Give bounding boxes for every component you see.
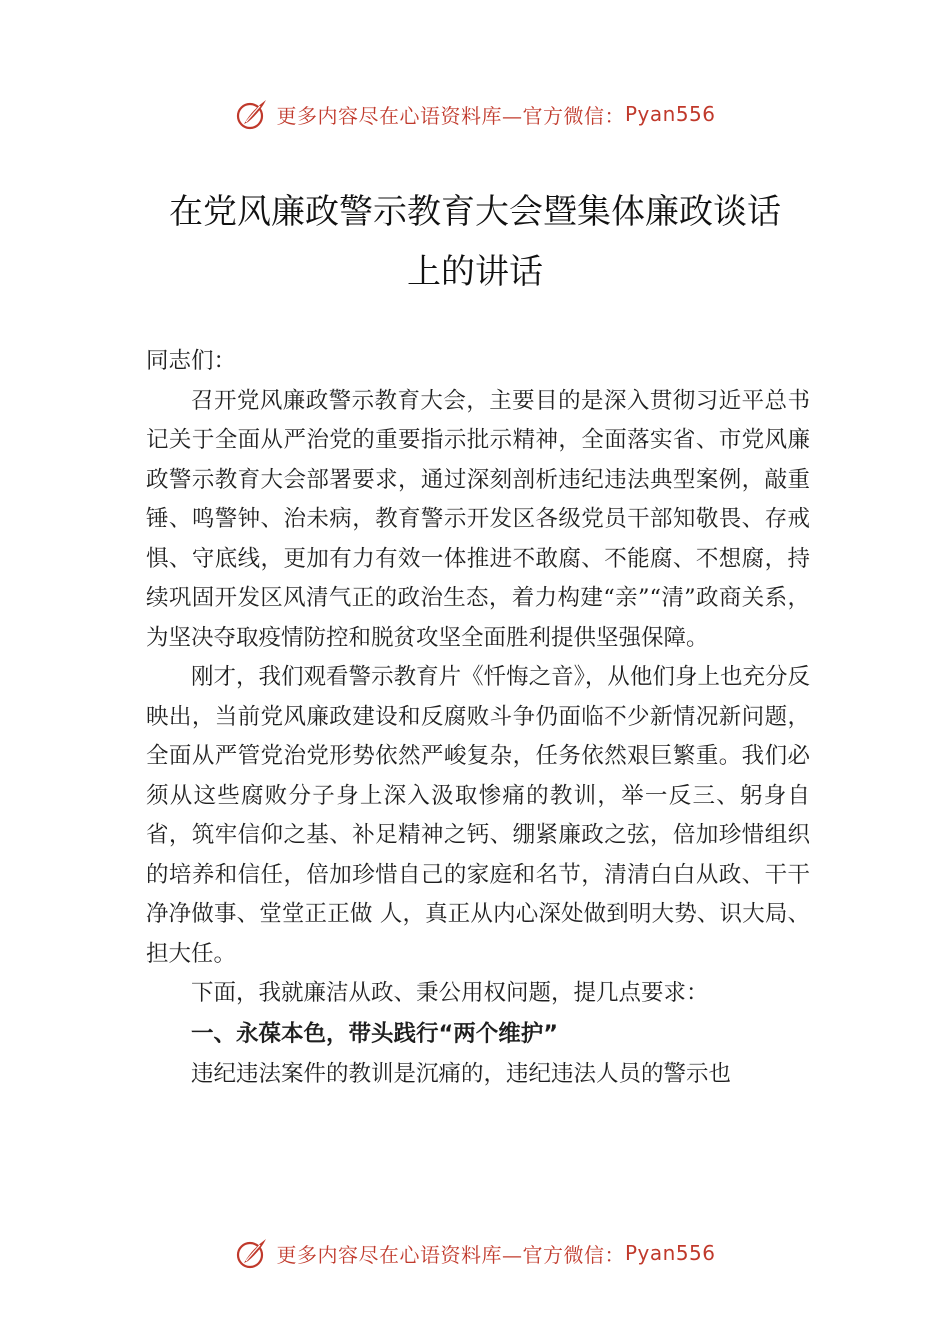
title-line-1: 在党风廉政警示教育大会暨集体廉政谈话: [169, 192, 781, 232]
banner-wechat-id: Pyan556: [624, 102, 716, 126]
quill-logo-icon: [234, 1235, 270, 1271]
body-paragraph-2: 刚才，我们观看警示教育片《忏悔之音》，从他们身上也充分反映出，当前党风廉政建设和反腐败斗争仍面临不少新情况新问题，全面从严管党治党形势依然严峻复杂，任务依然艰巨繁重。我们必须从这些腐败分子身上深入汲取惨痛的教训，举一反三、躬身自省，筑牢信仰之基、补足精神之钙、绷紧廉政之弦，倍加珍惜组织的培养和信任，倍加珍惜自己的家庭和名节，清清白白从政、干干净净做事、堂堂正正做 人，真正从内心深处做到明大势、识大局、担大任。: [146, 664, 810, 967]
banner-wechat-id: Pyan556: [624, 1241, 716, 1265]
header-watermark-banner: [0, 94, 950, 134]
section-heading-1: 一、永葆本色，带头践行“两个维护”: [191, 1020, 559, 1047]
body-paragraph-4: 违纪违法案件的教训是沉痛的，违纪违法人员的警示也: [191, 1060, 732, 1087]
footer-watermark-banner: [0, 1233, 950, 1273]
document-body: [146, 342, 810, 1094]
document-title: [120, 182, 830, 302]
salutation: 同志们：: [146, 348, 237, 374]
quill-logo-icon: [234, 96, 270, 132]
title-line-2: 上的讲话: [407, 252, 543, 292]
banner-text: 更多内容尽在心语资料库—官方微信：: [276, 103, 625, 128]
body-paragraph-1: 召开党风廉政警示教育大会，主要目的是深入贯彻习近平总书记关于全面从严治党的重要指示批示精神，全面落实省、市党风廉政警示教育大会部署要求，通过深刻剖析违纪违法典型案例，敲重锤、鸣警钟、治未病，教育警示开发区各级党员干部知敬畏、存戒惧、守底线，更加有力有效一体推进不敢腐、不能腐、不想腐，持续巩固开发区风清气正的政治生态，着力构建“亲”“清”政商关系，为坚决夺取疫情防控和脱贫攻坚全面胜利提供坚强保障。: [146, 387, 810, 651]
banner-text: 更多内容尽在心语资料库—官方微信：: [276, 1242, 625, 1267]
body-paragraph-3: 下面，我就廉洁从政、秉公用权问题，提几点要求：: [191, 980, 709, 1006]
